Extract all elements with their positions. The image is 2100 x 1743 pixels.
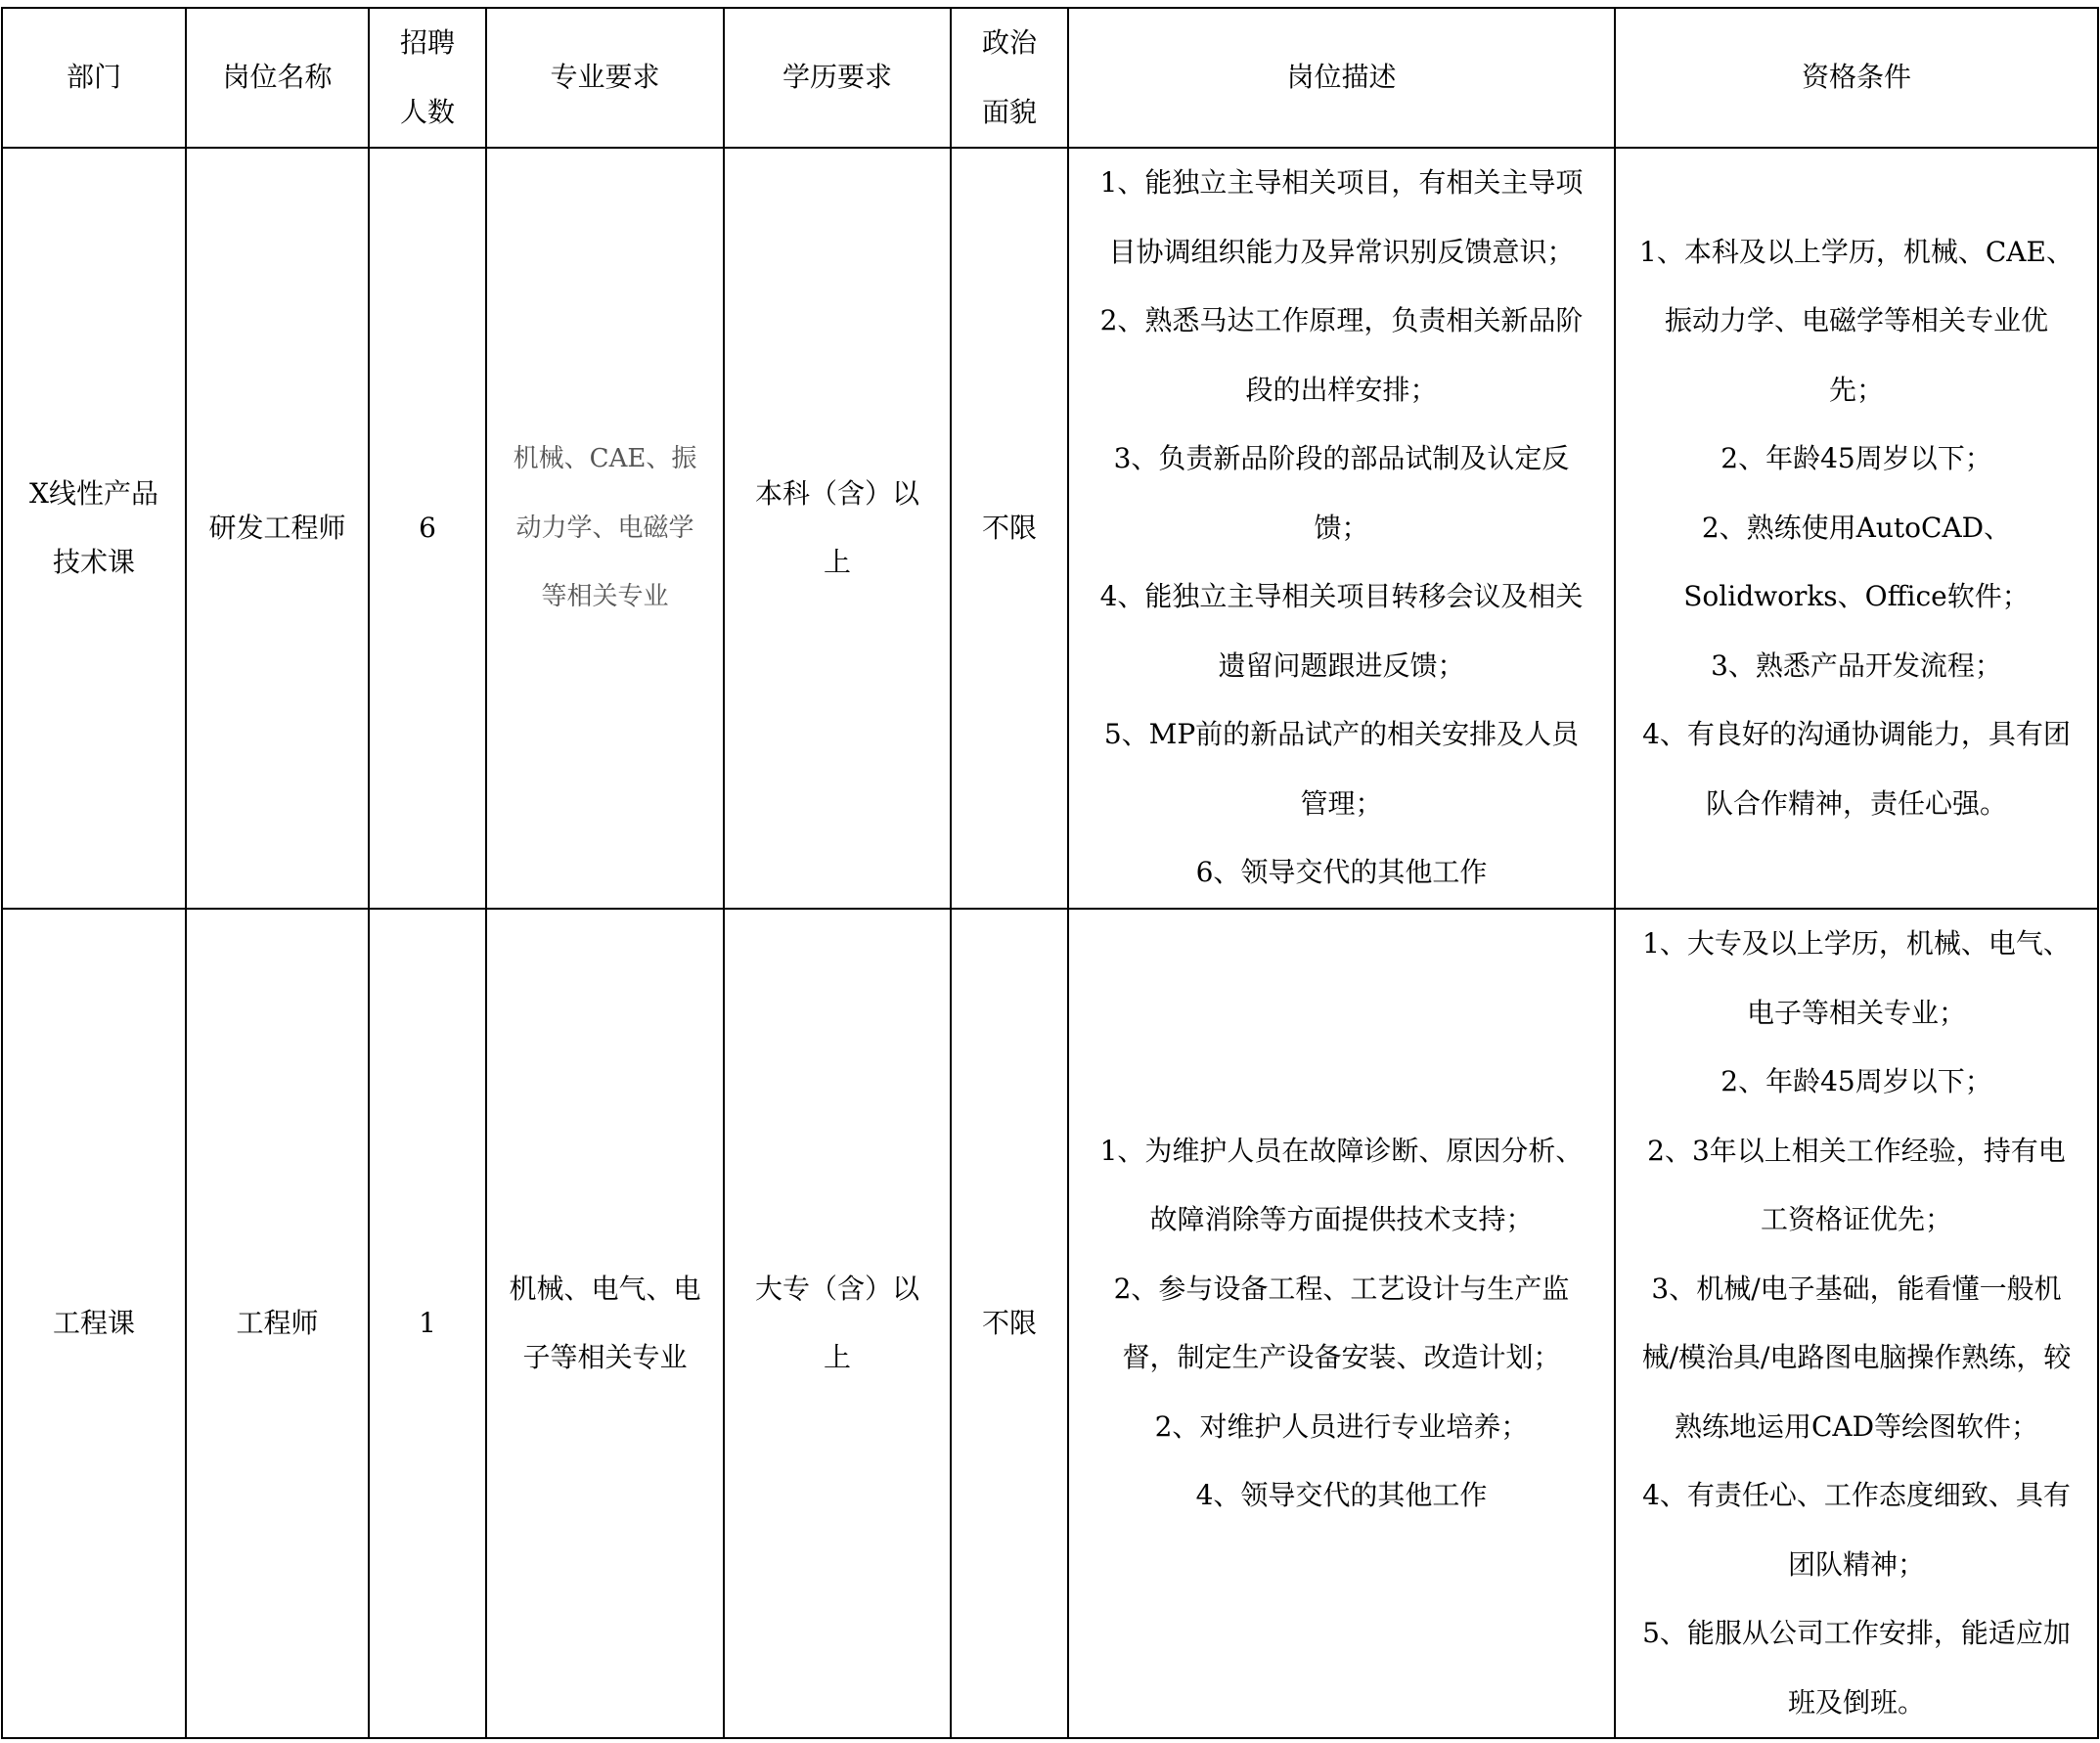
- table-row: [2, 909, 2098, 1738]
- text-line: 先；: [1828, 373, 1884, 406]
- text-line: 专业要求: [550, 61, 660, 94]
- text-line: 工程师: [236, 1306, 319, 1339]
- cell-position: [186, 909, 369, 1738]
- table-row: [2, 148, 2098, 909]
- text-line: 振动力学、电磁学等相关专业优: [1664, 304, 2048, 337]
- cell-qualification: [1615, 909, 2098, 1738]
- header-education: [724, 8, 951, 148]
- text-line: 6、领导交代的其他工作: [1195, 856, 1488, 889]
- header-count: [369, 8, 486, 148]
- text-line: Solidworks、Office软件；: [1683, 580, 2030, 613]
- text-line: 1、为维护人员在故障诊断、原因分析、: [1099, 1134, 1584, 1167]
- text-line: 政治: [981, 26, 1037, 59]
- text-line: 管理；: [1300, 786, 1383, 820]
- text-line: 遗留问题跟进反馈；: [1218, 648, 1465, 682]
- text-line: 6: [419, 511, 436, 544]
- text-line: 机械、CAE、振: [513, 444, 697, 474]
- text-line: 资格条件: [1801, 61, 1911, 94]
- text-line: 上: [823, 1341, 851, 1373]
- text-line: 馈；: [1314, 511, 1369, 544]
- text-line: 1、能独立主导相关项目，有相关主导项: [1099, 166, 1584, 200]
- text-line: 工资格证优先；: [1760, 1203, 1952, 1235]
- cell-major: [486, 909, 724, 1738]
- cell-qualification: [1615, 148, 2098, 909]
- text-line: 电子等相关专业；: [1746, 996, 1966, 1029]
- header-row: [2, 8, 2098, 148]
- header-description: [1068, 8, 1615, 148]
- header-qualification: [1615, 8, 2098, 148]
- text-line: 5、能服从公司工作安排，能适应加: [1642, 1617, 2071, 1649]
- text-line: 等相关专业: [541, 582, 669, 612]
- text-line: 大专（含）以: [754, 1272, 919, 1305]
- cell-major: [486, 148, 724, 909]
- text-line: 2、参与设备工程、工艺设计与生产监: [1113, 1272, 1570, 1305]
- text-line: 故障消除等方面提供技术支持；: [1149, 1203, 1534, 1235]
- cell-dept: [2, 148, 186, 909]
- text-line: 4、能独立主导相关项目转移会议及相关: [1099, 580, 1584, 613]
- header-major: [486, 8, 724, 148]
- text-line: 2、熟练使用AutoCAD、: [1701, 511, 2012, 544]
- text-line: 段的出样安排；: [1245, 373, 1438, 406]
- text-line: 招聘: [399, 26, 455, 59]
- text-line: 2、3年以上相关工作经验，持有电: [1647, 1134, 2066, 1167]
- text-line: 5、MP前的新品试产的相关安排及人员: [1103, 718, 1580, 751]
- cell-description: [1068, 909, 1615, 1738]
- header-position: [186, 8, 369, 148]
- text-line: 上: [823, 546, 851, 578]
- text-line: 技术课: [52, 546, 135, 578]
- cell-education: [724, 148, 951, 909]
- text-line: 不限: [981, 1306, 1037, 1339]
- text-line: 面貌: [981, 95, 1037, 128]
- text-line: 人数: [399, 95, 455, 128]
- text-line: 4、有良好的沟通协调能力，具有团: [1642, 718, 2071, 751]
- text-line: 4、领导交代的其他工作: [1195, 1479, 1488, 1511]
- text-line: 1、本科及以上学历，机械、CAE、: [1639, 235, 2074, 268]
- text-line: 团队精神；: [1787, 1547, 1925, 1581]
- text-line: 2、对维护人员进行专业培养；: [1154, 1409, 1529, 1443]
- text-line: 岗位名称: [222, 61, 333, 94]
- text-line: X线性产品: [29, 476, 158, 510]
- cell-position: [186, 148, 369, 909]
- text-line: 班及倒班。: [1787, 1685, 1925, 1719]
- text-line: 督，制定生产设备安装、改造计划；: [1122, 1341, 1561, 1373]
- text-line: 2、年龄45周岁以下；: [1720, 1065, 1992, 1097]
- cell-description: [1068, 148, 1615, 909]
- text-line: 研发工程师: [208, 511, 346, 544]
- text-line: 1: [419, 1306, 436, 1339]
- text-line: 机械、电气、电: [509, 1272, 701, 1305]
- text-line: 1、大专及以上学历，机械、电气、: [1642, 927, 2071, 960]
- text-line: 子等相关专业: [522, 1341, 688, 1373]
- text-line: 不限: [981, 511, 1037, 544]
- cell-count: [369, 909, 486, 1738]
- text-line: 本科（含）以: [754, 476, 919, 510]
- text-line: 2、熟悉马达工作原理，负责相关新品阶: [1099, 304, 1584, 337]
- text-line: 械/模治具/电路图电脑操作熟练，较: [1641, 1341, 2072, 1373]
- job-table: [1, 7, 2099, 1739]
- text-line: 3、熟悉产品开发流程；: [1711, 648, 2002, 682]
- text-line: 3、负责新品阶段的部品试制及认定反: [1113, 442, 1570, 475]
- text-line: 工程课: [52, 1306, 135, 1339]
- header-dept: [2, 8, 186, 148]
- text-line: 目协调组织能力及异常识别反馈意识；: [1108, 235, 1575, 268]
- cell-political: [951, 909, 1068, 1738]
- text-line: 动力学、电磁学: [515, 513, 694, 543]
- cell-count: [369, 148, 486, 909]
- text-line: 3、机械/电子基础，能看懂一般机: [1651, 1272, 2062, 1305]
- text-line: 4、有责任心、工作态度细致、具有: [1642, 1479, 2071, 1511]
- text-line: 2、年龄45周岁以下；: [1720, 442, 1992, 475]
- header-political: [951, 8, 1068, 148]
- text-line: 岗位描述: [1286, 61, 1397, 94]
- cell-political: [951, 148, 1068, 909]
- text-line: 熟练地运用CAD等绘图软件；: [1674, 1409, 2039, 1443]
- text-line: 部门: [66, 61, 121, 94]
- cell-dept: [2, 909, 186, 1738]
- text-line: 队合作精神，责任心强。: [1705, 786, 2007, 820]
- text-line: 学历要求: [782, 61, 892, 94]
- cell-education: [724, 909, 951, 1738]
